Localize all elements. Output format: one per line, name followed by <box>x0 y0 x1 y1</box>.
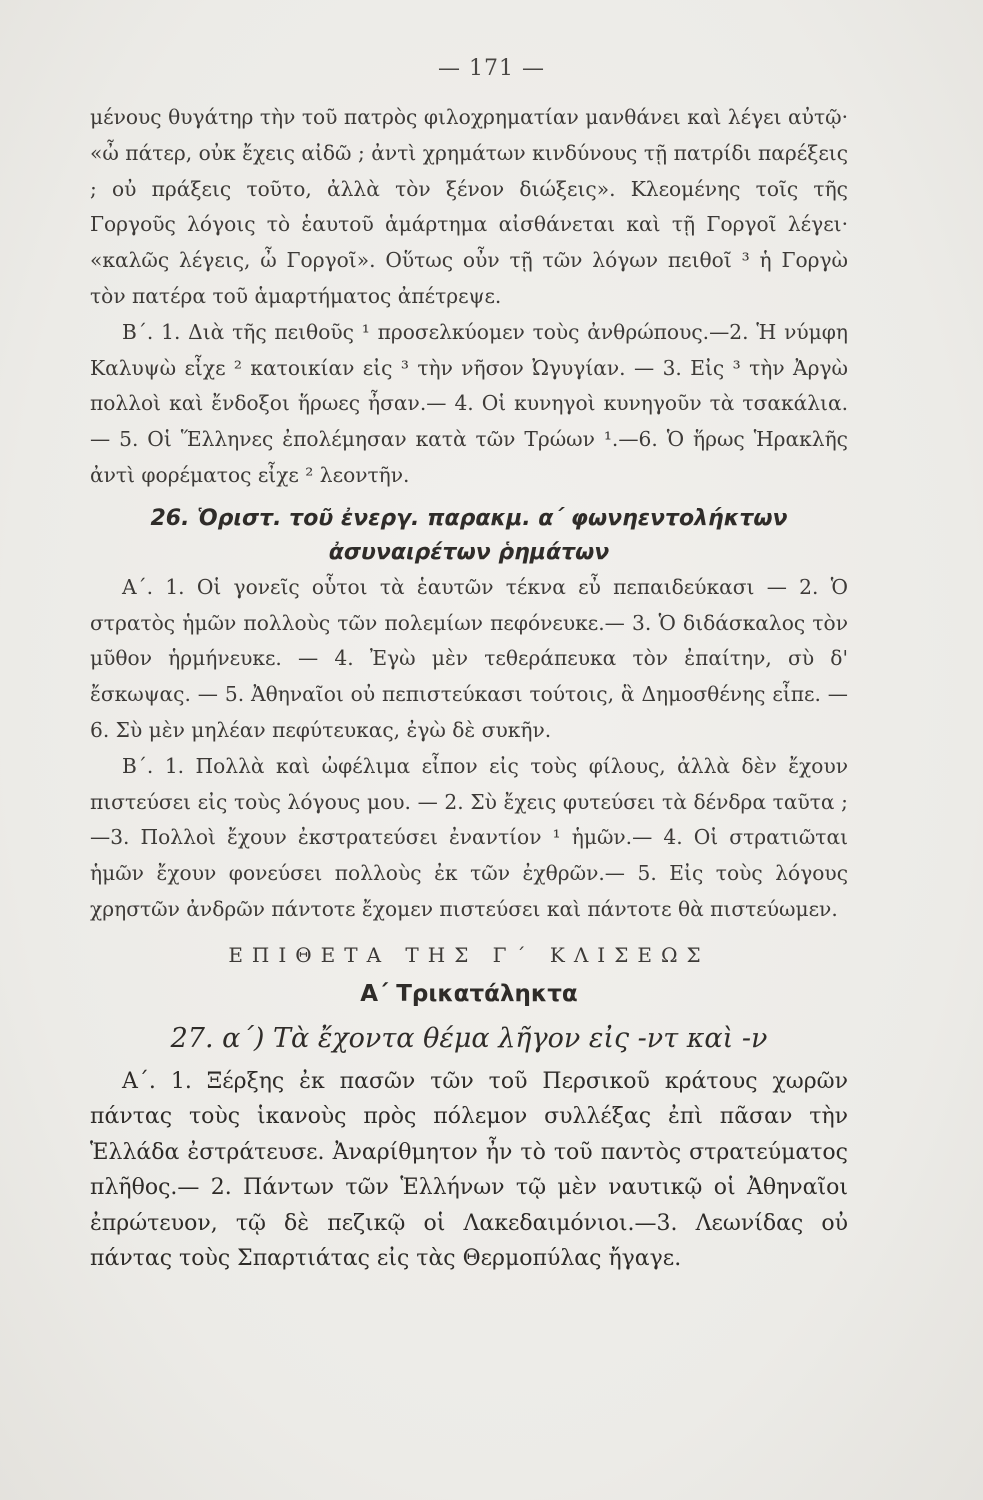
section-heading-26-line2: ἀσυναιρέτων ῥημάτων <box>328 539 610 565</box>
section-heading-27: 27. α΄) Τὰ ἔχοντα θέμα λῆγον εἰς -ντ καὶ -ν <box>170 1022 768 1054</box>
page-body <box>90 100 848 1277</box>
page-number: — 171 — <box>438 56 545 81</box>
section-heading-26-line1: 26. Ὁριστ. τοῦ ἐνεργ. παρακμ. α΄ φωνηεντολήκτων <box>150 505 788 531</box>
subsection-heading: Α΄ Τρικατάληκτα <box>360 980 578 1007</box>
exercise-a-list-27: Α΄. 1. Ξέρξης ἐκ πασῶν τῶν τοῦ Περσικοῦ κράτους χωρῶν πάντας τοὺς ἱκανοὺς πρὸς πόλεμον συλλέξας ἐπὶ πᾶσαν τὴν Ἑλλάδα ἐστράτευσε. Ἀναρίθμητον ἦν τὸ τοῦ παντὸς στρατεύματος πλῆθος.— 2. Πάντων τῶν Ἑλλήνων τῷ μὲν ναυτικῷ οἱ Ἀθηναῖοι ἐπρώτευον, τῷ δὲ πεζικῷ οἱ Λακεδαιμόνιοι.—3. Λεωνίδας οὐ πάντας τοὺς Σπαρτιάτας εἰς τὰς Θερμοπύλας ἤγαγε. <box>90 1068 848 1272</box>
exercise-b-list-2: Β΄. 1. Πολλὰ καὶ ὠφέλιμα εἶπον εἰς τοὺς φίλους, ἀλλὰ δὲν ἔχουν πιστεύσει εἰς τοὺς λόγους μου. — 2. Σὺ ἔχεις φυτεύσει τὰ δένδρα ταῦτα ; —3. Πολλοὶ ἔχουν ἐκστρατεύσει ἐναντίον ¹ ἡμῶν.— 4. Οἱ στρατιῶται ἡμῶν ἔχουν φονεύσει πολλοὺς ἐκ τῶν ἐχθρῶν.— 5. Εἰς τοὺς λόγους χρηστῶν ἀνδρῶν πάντοτε ἔχομεν πιστεύσει καὶ πάντοτε θὰ πιστεύωμεν. <box>90 753 848 921</box>
chapter-heading: ΕΠΙΘΕΤΑ ΤΗΣ Γ΄ ΚΛΙΣΕΩΣ <box>228 942 710 967</box>
paragraph-continuation: μένους θυγάτηρ τὴν τοῦ πατρὸς φιλοχρηματίαν μανθάνει καὶ λέγει αὐτῷ· «ὦ πάτερ, οὐκ ἔχεις αἰδῶ ; ἀντὶ χρημάτων κινδύνους τῇ πατρίδι παρέξεις ; οὐ πράξεις τοῦτο, ἀλλὰ τὸν ξένον διώξεις». Κλεομένης τοῖς τῆς Γοργοῦς λόγοις τὸ ἑαυτοῦ ἁμάρτημα αἰσθάνεται καὶ τῇ Γοργοῖ λέγει· «καλῶς λέγεις, ὦ Γοργοῖ». Οὕτως οὖν τῇ τῶν λόγων πειθοῖ ³ ἡ Γοργὼ τὸν πατέρα τοῦ ἁμαρτήματος ἀπέτρεψε. <box>90 105 848 308</box>
exercise-a-list: Α΄. 1. Οἱ γονεῖς οὗτοι τὰ ἑαυτῶν τέκνα εὖ πεπαιδεύκασι — 2. Ὁ στρατὸς ἡμῶν πολλοὺς τῶν πολεμίων πεφόνευκε.— 3. Ὁ διδάσκαλος τὸν μῦθον ἡρμήνευκε. — 4. Ἐγὼ μὲν τεθεράπευκα τὸν ἐπαίτην, σὺ δ' ἔσκωψας. — 5. Ἀθηναῖοι οὐ πεπιστεύκασι τούτοις, ἃ Δημοσθένης εἶπε. — 6. Σὺ μὲν μηλέαν πεφύτευκας, ἐγὼ δὲ συκῆν. <box>90 574 848 742</box>
exercise-b-list: Β΄. 1. Διὰ τῆς πειθοῦς ¹ προσελκύομεν τοὺς ἀνθρώπους.—2. Ἡ νύμφη Καλυψὼ εἶχε ² κατοικίαν εἰς ³ τὴν νῆσον Ὠγυγίαν. — 3. Εἰς ³ τὴν Ἀργὼ πολλοὶ καὶ ἔνδοξοι ἥρωες ἦσαν.— 4. Οἱ κυνηγοὶ κυνηγοῦν τὰ τσακάλια. — 5. Οἱ Ἕλληνες ἐπολέμησαν κατὰ τῶν Τρώων ¹.—6. Ὁ ἥρως Ἡρακλῆς ἀντὶ φορέματος εἶχε ² λεοντῆν. <box>90 319 848 487</box>
section-heading-26 <box>90 502 848 570</box>
